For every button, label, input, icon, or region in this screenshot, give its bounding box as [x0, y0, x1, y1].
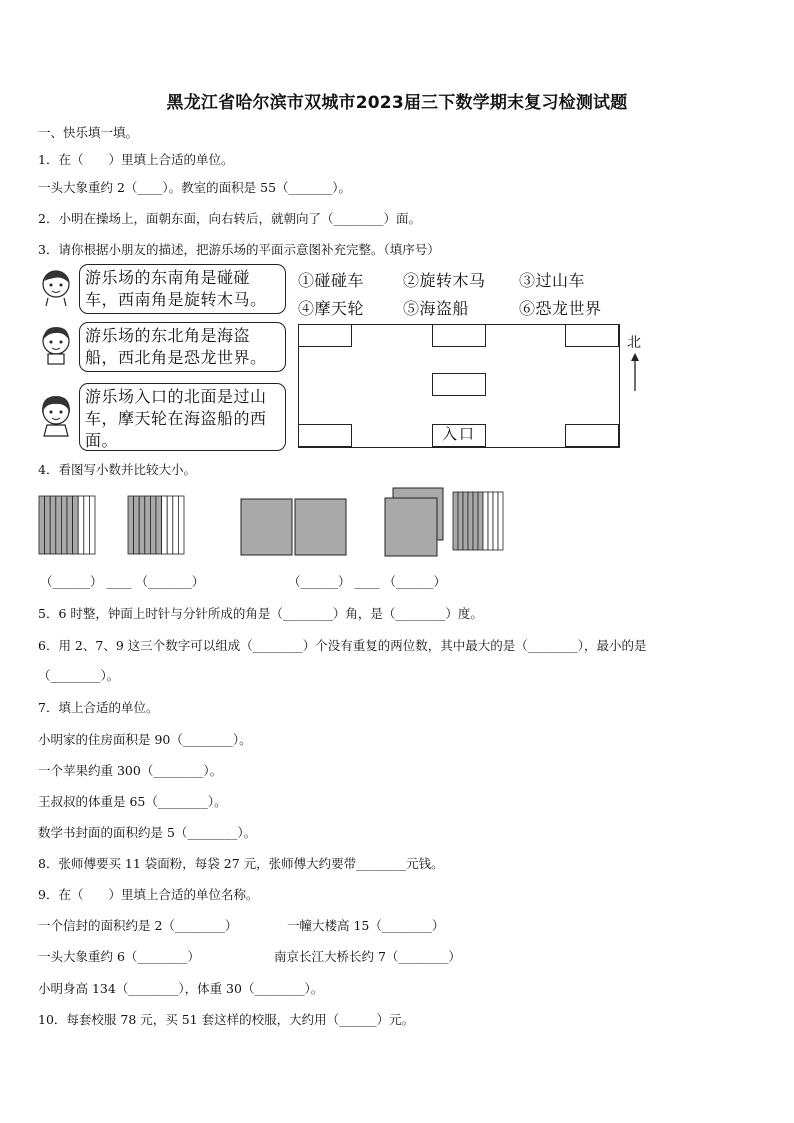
section-heading: 一、快乐填一填。	[38, 125, 139, 140]
question-7-c: 王叔叔的体重是 65（________）。	[38, 794, 227, 809]
question-4-stem: 4．看图写小数并比较大小。	[38, 462, 196, 477]
question-9-a: 一个信封的面积约是 2（________）	[38, 918, 238, 933]
option-4: ④摩天轮	[298, 299, 365, 318]
figure-d-strip	[483, 492, 488, 550]
figure-d-strip	[493, 492, 498, 550]
question-6-line-1: 6．用 2、7、9 这三个数字可以组成（________）个没有重复的两位数，其中最大的是（________），最小的是	[38, 638, 647, 653]
map-cell-north[interactable]	[432, 324, 486, 347]
child-avatar-1-icon	[36, 266, 76, 306]
entrance-label: 入口	[441, 425, 476, 443]
figure-b-strip	[173, 496, 179, 554]
north-label: 北	[627, 335, 641, 351]
decimal-figure-d	[383, 486, 507, 558]
question-1-line: 一头大象重约 2（____）。教室的面积是 55（_______）。	[38, 180, 352, 195]
question-8: 8．张师傅要买 11 袋面粉，每袋 27 元，张师傅大约要带________元钱。	[38, 856, 444, 871]
question-7-stem: 7．填上合适的单位。	[38, 700, 159, 715]
question-7-b: 一个苹果约重 300（________）。	[38, 763, 223, 778]
map-cell-northwest[interactable]	[298, 324, 352, 347]
north-arrow-icon	[629, 352, 641, 392]
option-5: ⑤海盗船	[403, 299, 470, 318]
figure-a-strip	[67, 496, 73, 554]
question-7-d: 数学书封面的面积约是 5（________）。	[38, 825, 257, 840]
question-1-stem: 1．在（ ）里填上合适的单位。	[38, 152, 234, 167]
figure-a-strip	[73, 496, 79, 554]
child-avatar-2-icon	[36, 323, 76, 365]
option-6: ⑥恐龙世界	[519, 299, 602, 318]
speech-bubble-3: 游乐场入口的北面是过山车，摩天轮在海盗船的西面。	[79, 383, 286, 451]
page-title: 黑龙江省哈尔滨市双城市2023届三下数学期末复习检测试题	[166, 93, 628, 113]
figure-d-strip	[453, 492, 458, 550]
map-cell-southeast[interactable]	[565, 424, 619, 447]
decimal-figure-b	[127, 495, 187, 557]
question-4-blanks-right[interactable]: （______） ____ （______）	[288, 574, 446, 589]
map-cell-center[interactable]	[432, 373, 486, 396]
figure-d-strip	[498, 492, 503, 550]
figure-b-strip	[178, 496, 184, 554]
decimal-figure-a	[38, 495, 98, 557]
decimal-figure-c	[240, 498, 350, 558]
park-map	[298, 324, 620, 448]
question-4-blanks-left[interactable]: （______） ____ （_______）	[40, 574, 205, 589]
figure-a-strip	[45, 496, 51, 554]
question-6-line-2: （________）。	[38, 668, 120, 683]
figure-a-strip	[50, 496, 56, 554]
figure-b-strip	[162, 496, 168, 554]
child-avatar-3-icon	[36, 393, 76, 437]
figure-d-strip	[468, 492, 473, 550]
figure-a-strip	[89, 496, 95, 554]
figure-d-strip	[478, 492, 483, 550]
question-9-stem: 9．在（ ）里填上合适的单位名称。	[38, 887, 259, 902]
figure-a-strip	[39, 496, 45, 554]
question-9-b: 一幢大楼高 15（________）	[287, 918, 445, 933]
figure-a-strip	[61, 496, 67, 554]
option-2: ②旋转木马	[403, 271, 486, 290]
figure-b-strip	[156, 496, 162, 554]
figure-b-strip	[139, 496, 145, 554]
question-7-a: 小明家的住房面积是 90（________）。	[38, 732, 252, 747]
figure-b-strip	[134, 496, 140, 554]
question-5: 5．6 时整，钟面上时针与分针所成的角是（________）角，是（________）度。	[38, 606, 483, 621]
question-10: 10．每套校服 78 元，买 51 套这样的校服，大约用（______）元。	[38, 1012, 415, 1027]
map-cell-southwest[interactable]	[298, 424, 352, 447]
figure-d-strip	[473, 492, 478, 550]
figure-a-strip	[78, 496, 84, 554]
figure-b-strip	[128, 496, 134, 554]
speech-bubble-1: 游乐场的东南角是碰碰车，西南角是旋转木马。	[79, 264, 286, 314]
figure-b-strip	[167, 496, 173, 554]
question-2: 2．小明在操场上，面朝东面，向右转后，就朝向了（________）面。	[38, 211, 421, 226]
figure-a-strip	[84, 496, 90, 554]
figure-b-strip	[145, 496, 151, 554]
figure-d-strip	[488, 492, 493, 550]
map-cell-northeast[interactable]	[565, 324, 619, 347]
figure-b-strip	[150, 496, 156, 554]
option-1: ①碰碰车	[298, 271, 365, 290]
figure-a-strip	[56, 496, 62, 554]
speech-bubble-2: 游乐场的东北角是海盗船，西北角是恐龙世界。	[79, 322, 286, 372]
option-3: ③过山车	[519, 271, 586, 290]
figure-d-strip	[463, 492, 468, 550]
question-9-e: 小明身高 134（________），体重 30（________）。	[38, 981, 324, 996]
figure-d-strip	[458, 492, 463, 550]
question-9-d: 南京长江大桥长约 7（________）	[274, 949, 461, 964]
question-9-c: 一头大象重约 6（________）	[38, 949, 200, 964]
question-3-stem: 3．请你根据小朋友的描述，把游乐场的平面示意图补充完整。（填序号）	[38, 242, 440, 257]
